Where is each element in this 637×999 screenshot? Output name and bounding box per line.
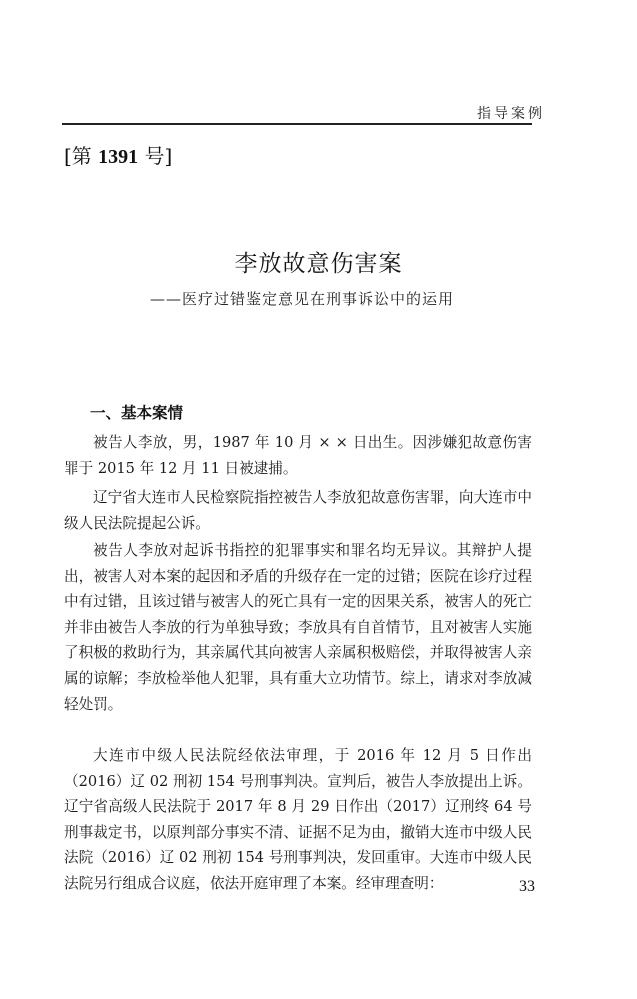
case-number-open: [第	[64, 144, 99, 168]
paragraph-defense: 被告人李放对起诉书指控的犯罪事实和罪名均无异议。其辩护人提出，被害人对本案的起因和矛盾的升级存在一定的过错；医院在诊疗过程中有过错，且该过错与被害人的死亡具有一定的因果关系，被害人的死亡并非由被告人李放的行为单独导致；李放具有自首情节，且对被害人实施了积极的救助行为，其亲属代其向被害人亲属积极赔偿，并取得被害人亲属的谅解；李放检举他人犯罪，具有重大立功情节。综上，请求对李放减轻处罚。	[64, 542, 532, 713]
case-number	[64, 140, 172, 169]
case-number-close: 号]	[138, 144, 173, 168]
running-header: 指导案例	[477, 106, 545, 122]
paragraph-prosecution: 辽宁省大连市人民检察院指控被告人李放犯故意伤害罪，向大连市中级人民法院提起公诉。	[64, 489, 532, 532]
case-number-value: 1391	[98, 146, 139, 168]
section-heading: 一、基本案情	[90, 404, 184, 422]
paragraph-defendant-info: 被告人李放，男，1987 年 10 月 × × 日出生。因涉嫌犯故意伤害罪于 2015 年 12 月 11 日被逮捕。	[64, 434, 532, 477]
paragraph-trial-history: 大连市中级人民法院经依法审理，于 2016 年 12 月 5 日作出（2016）辽 02 刑初 154 号刑事判决。宣判后，被告人李放提出上诉。辽宁省高级人民法院于 2017 年 8 月 29 日作出（2017）辽刑终 64 号刑事裁定书，以原判部分事实不清、证据不足为由，撤销大连市中级人民法院（2016）辽 02 刑初 154 号刑事判决，发回重审。大连市中级人民法院另行组成合议庭，依法开庭审理了本案。经审理查明：	[64, 747, 532, 892]
case-subtitle: ——医疗过错鉴定意见在刑事诉讼中的运用	[150, 290, 455, 308]
page-number: 33	[519, 878, 535, 895]
case-title: 李放故意伤害案	[234, 251, 403, 277]
header-rule	[62, 123, 532, 125]
